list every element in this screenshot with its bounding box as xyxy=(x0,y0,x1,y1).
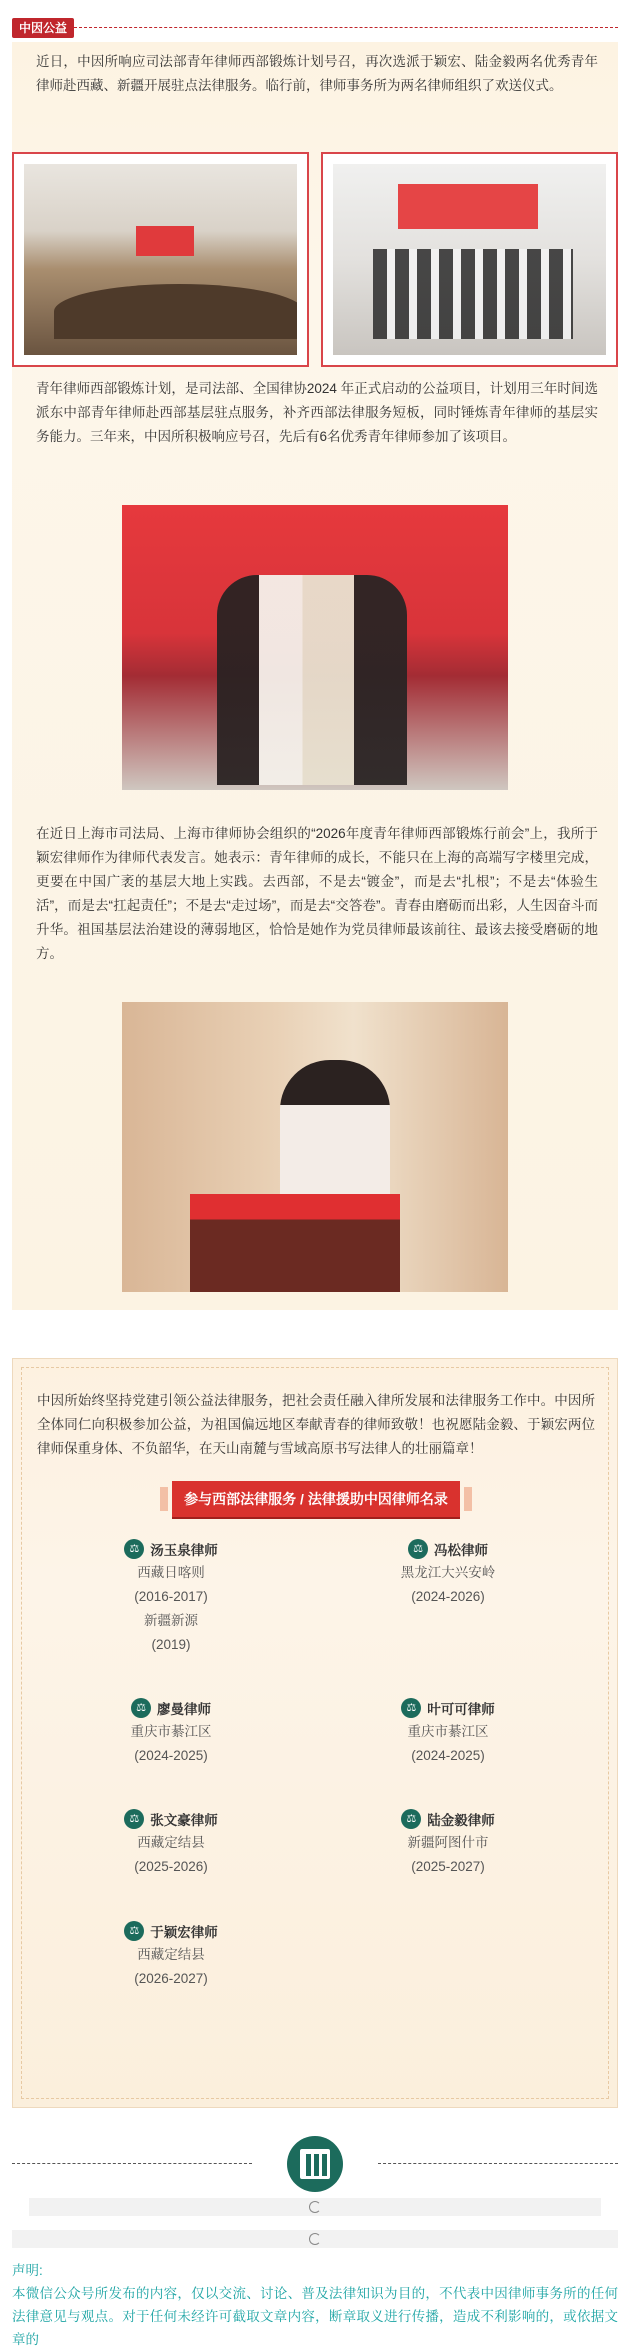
photo-table xyxy=(54,284,297,339)
photo-ceremony[interactable] xyxy=(122,505,508,790)
lawyer-name: 于颖宏律师 xyxy=(150,1925,218,1940)
footer-divider-left xyxy=(12,2163,252,2164)
lawyer-card xyxy=(348,1537,548,1609)
lawyer-name: 廖曼律师 xyxy=(157,1702,211,1717)
tag-badge: 中因公益 xyxy=(12,18,74,38)
lawyer-period: (2024-2026) xyxy=(411,1589,485,1604)
section-tag xyxy=(12,18,618,38)
loading-placeholder xyxy=(29,2198,601,2216)
lawyer-name: 汤玉泉律师 xyxy=(150,1543,218,1558)
scales-icon: ⚖ xyxy=(401,1698,421,1718)
loading-spinner-icon xyxy=(309,2201,321,2213)
lawyer-place: 重庆市綦江区 xyxy=(130,1724,212,1739)
tag-divider xyxy=(74,27,618,28)
lawyer-place: 新疆新源 xyxy=(144,1613,198,1628)
scales-icon: ⚖ xyxy=(124,1809,144,1829)
lawyer-name: 叶可可律师 xyxy=(427,1702,495,1717)
photo-speaker xyxy=(280,1060,390,1210)
lawyer-card xyxy=(71,1696,271,1768)
lawyer-place: 重庆市綦江区 xyxy=(407,1724,489,1739)
lawyer-card xyxy=(348,1696,548,1768)
lawyer-place: 西藏日喀则 xyxy=(137,1565,205,1580)
speech-paragraph: 在近日上海市司法局、上海市律师协会组织的“2026年度青年律师西部锻炼行前会”上，我所于颖宏律师作为律师代表发言。她表示：青年律师的成长，不能只在上海的高端写字楼里完成，更要在中国广袤的基层大地上实践。去西部，不是去“镀金”，而是去“扎根”；不是去“体验生活”，而是去“扛起责任”；不是去“走过场”，而是去“交答卷”。青春由磨砺而出彩，人生因奋斗而升华。祖国基层法治建设的薄弱地区，恰恰是她作为党员律师最该前往、最该去接受磨砺的地方。 xyxy=(36,826,598,961)
pillar-icon xyxy=(300,2149,330,2179)
lawyer-card xyxy=(71,1807,271,1879)
firm-logo-icon xyxy=(287,2136,343,2192)
footer-divider-right xyxy=(378,2163,618,2164)
scales-icon: ⚖ xyxy=(131,1698,151,1718)
roster-title: 参与西部法律服务 / 法律援助中因律师名录 xyxy=(172,1481,460,1517)
loading-spinner-icon xyxy=(309,2233,321,2245)
disclaimer-text: 本微信公众号所发布的内容，仅以交流、讨论、普及法律知识为目的，不代表中因律师事务所的任何法律意见与观点。对于任何未经许可截取文章内容，断章取义进行传播，造成不利影响的，或依据文章的 xyxy=(12,2286,618,2347)
lawyer-period: (2025-2026) xyxy=(134,1859,208,1874)
scales-icon: ⚖ xyxy=(124,1539,144,1559)
photo-group-frame[interactable] xyxy=(321,152,618,367)
photo-screen xyxy=(136,226,194,256)
intro-paragraph: 近日，中因所响应司法部青年律师西部锻炼计划号召，再次选派于颖宏、陆金毅两名优秀青年律师赴西藏、新疆开展驻点法律服务。临行前，律师事务所为两名律师组织了欢送仪式。 xyxy=(36,54,598,93)
lawyer-card xyxy=(71,1919,271,1991)
lawyer-card xyxy=(71,1537,271,1657)
photo-meeting-room xyxy=(24,164,297,355)
lawyer-period: (2026-2027) xyxy=(134,1971,208,1986)
disclaimer xyxy=(12,2260,618,2347)
lawyer-name: 张文豪律师 xyxy=(150,1813,218,1828)
lawyer-period: (2025-2027) xyxy=(411,1859,485,1874)
article-section-roster xyxy=(12,1358,618,2108)
lawyer-period: (2019) xyxy=(151,1637,191,1652)
photo-lawyers-group xyxy=(217,575,407,785)
scales-icon: ⚖ xyxy=(408,1539,428,1559)
closing-paragraph: 中因所始终坚持党建引领公益法律服务，把社会责任融入律所发展和法律服务工作中。中因所全体同仁向积极参加公益，为祖国偏远地区奉献青春的律师致敬！也祝愿陆金毅、于颖宏两位律师保重身体、不负韶华，在天山南麓与雪域高原书写法律人的壮丽篇章！ xyxy=(37,1393,595,1456)
program-paragraph: 青年律师西部锻炼计划，是司法部、全国律协2024 年正式启动的公益项目，计划用三年时间选派东中部青年律师赴西部基层驻点服务，补齐西部法律服务短板，同时锤炼青年律师的基层实务能力。三年来，中因所积极响应号召，先后有6名优秀青年律师参加了该项目。 xyxy=(36,381,598,444)
lawyer-period: (2016-2017) xyxy=(134,1589,208,1604)
lawyer-place: 黑龙江大兴安岭 xyxy=(400,1565,496,1580)
scales-icon: ⚖ xyxy=(124,1921,144,1941)
lawyer-place: 西藏定结县 xyxy=(137,1947,205,1962)
photo-speech[interactable] xyxy=(122,1002,508,1292)
lawyer-name: 冯松律师 xyxy=(434,1543,488,1558)
lawyer-place: 新疆阿图什市 xyxy=(407,1835,489,1850)
photo-banner xyxy=(398,184,538,229)
lawyer-period: (2024-2025) xyxy=(134,1748,208,1763)
photo-meeting-frame[interactable] xyxy=(12,152,309,367)
loading-placeholder xyxy=(12,2230,618,2248)
lawyer-period: (2024-2025) xyxy=(411,1748,485,1763)
article-section-main xyxy=(12,42,618,1310)
photo-group xyxy=(333,164,606,355)
lawyer-name: 陆金毅律师 xyxy=(427,1813,495,1828)
scales-icon: ⚖ xyxy=(401,1809,421,1829)
disclaimer-title: 声明: xyxy=(12,2263,43,2278)
photo-people xyxy=(373,249,573,339)
lawyer-place: 西藏定结县 xyxy=(137,1835,205,1850)
photo-podium xyxy=(190,1194,400,1292)
lawyer-card xyxy=(348,1807,548,1879)
